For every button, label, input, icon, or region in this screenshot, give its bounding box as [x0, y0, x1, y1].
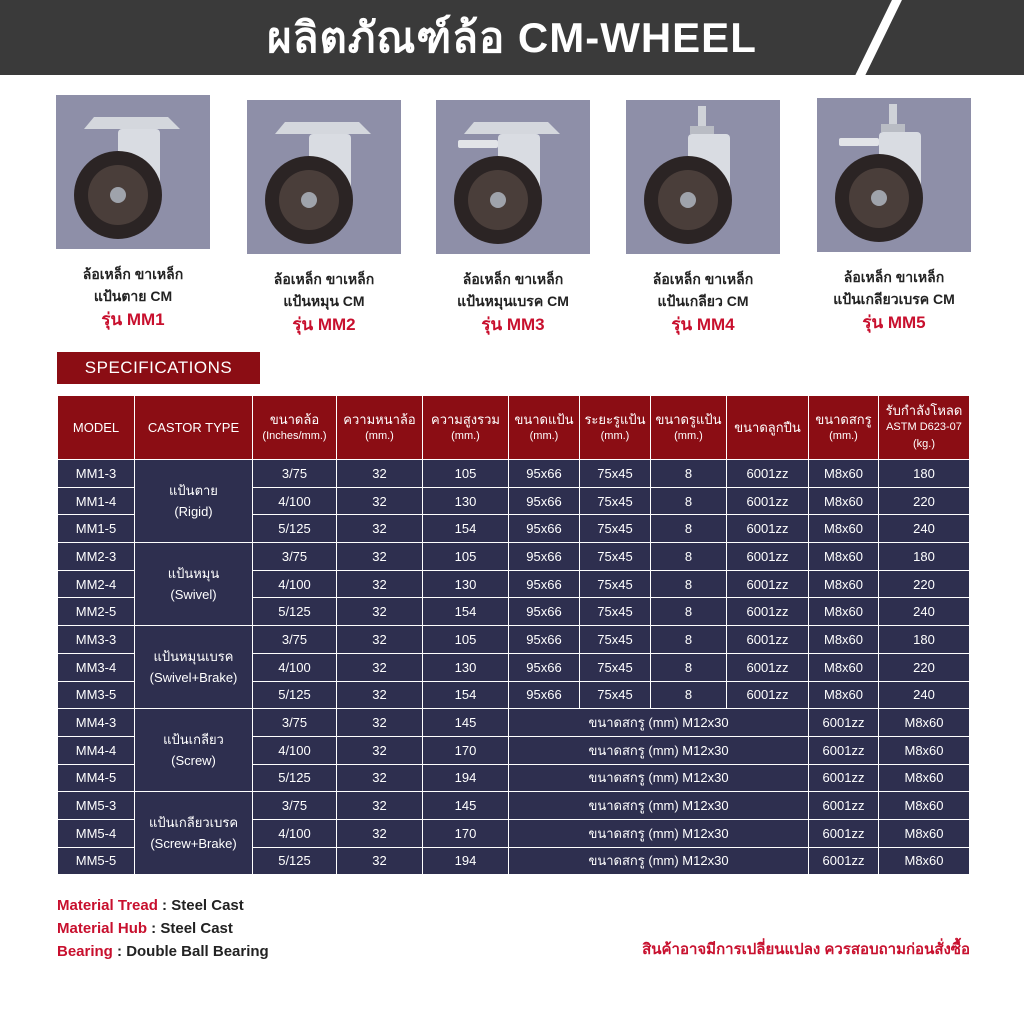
cell-model: MM5-4	[58, 819, 135, 847]
specifications-table	[57, 395, 992, 875]
cell-bolt: M8x60	[809, 515, 879, 543]
product-model: รุ่น MM4	[671, 315, 735, 334]
product-card-mm5	[799, 98, 989, 336]
cell-plate: 95x66	[509, 487, 580, 515]
cell-hole-size: 8	[651, 515, 727, 543]
cell-model: MM2-4	[58, 570, 135, 598]
cell-castor-type	[135, 543, 253, 626]
table-row	[58, 460, 970, 488]
cell-bolt: M8x60	[809, 460, 879, 488]
cell-height: 105	[423, 460, 509, 488]
cell-model: MM3-4	[58, 653, 135, 681]
cell-bearing: 6001zz	[727, 570, 809, 598]
product-line2: แป้นหมุนเบรค CM	[457, 293, 569, 309]
table-row: MM4-5 5/125 32 194 ขนาดสกรู (mm) M12x30 6001zz M8x60 240	[58, 764, 970, 792]
cell-bolt: M8x60	[809, 570, 879, 598]
cell-wheel-size: 4/100	[253, 736, 337, 764]
product-line1: ล้อเหล็ก ขาเหล็ก	[273, 271, 375, 287]
product-card-mm2	[229, 100, 419, 338]
cell-hole-size: 8	[651, 487, 727, 515]
bearing-note: Bearing : Double Ball Bearing	[57, 943, 269, 960]
product-card-mm4	[608, 100, 798, 338]
castor-wheel-icon	[436, 100, 590, 254]
cell-bearing: 6001zz	[727, 681, 809, 709]
cell-height: 130	[423, 487, 509, 515]
cell-bearing: 6001zz	[809, 764, 879, 792]
cell-thickness: 32	[337, 626, 423, 654]
col-header-bolt: ขนาดสกรู (mm.)	[809, 396, 879, 460]
cell-model: MM5-5	[58, 847, 135, 875]
cell-hole-size: 8	[651, 570, 727, 598]
product-gallery	[0, 95, 1024, 345]
cell-hole-spacing: 75x45	[580, 543, 651, 571]
cell-bearing: 6001zz	[727, 543, 809, 571]
table-row: MM4-3 แป้นเกลียว (Screw) 3/75 32 145 ขนาดสกรู (mm) M12x30 6001zz M8x60 180	[58, 709, 970, 737]
castor-type-th: แป้นเกลียวเบรค	[148, 815, 239, 831]
cell-load: 180	[879, 543, 970, 571]
cell-wheel-size: 5/125	[253, 515, 337, 543]
cell-wheel-size: 5/125	[253, 598, 337, 626]
material-notes	[57, 894, 269, 963]
cell-castor-type	[135, 709, 253, 792]
cell-plate: 95x66	[509, 653, 580, 681]
col-header-castor-type: CASTOR TYPE	[135, 396, 253, 460]
cell-load: 180	[879, 626, 970, 654]
cell-thickness: 32	[337, 847, 423, 875]
table-row: MM5-3 แป้นเกลียวเบรค (Screw+Brake) 3/75 32 145 ขนาดสกรู (mm) M12x30 6001zz M8x60 180	[58, 792, 970, 820]
product-line2: แป้นตาย CM	[93, 288, 173, 304]
product-line1: ล้อเหล็ก ขาเหล็ก	[82, 266, 184, 282]
cell-plate: 95x66	[509, 598, 580, 626]
cell-bolt: M8x60	[809, 626, 879, 654]
cell-hole-spacing: 75x45	[580, 570, 651, 598]
cell-model: MM4-5	[58, 764, 135, 792]
cell-wheel-size: 3/75	[253, 460, 337, 488]
cell-hole-spacing: 75x45	[580, 460, 651, 488]
cell-height: 130	[423, 570, 509, 598]
cell-wheel-size: 3/75	[253, 543, 337, 571]
cell-thickness: 32	[337, 792, 423, 820]
cell-height: 105	[423, 543, 509, 571]
cell-screw-size: ขนาดสกรู (mm) M12x30	[509, 847, 809, 875]
cell-thickness: 32	[337, 487, 423, 515]
castor-wheel-icon	[817, 98, 971, 252]
castor-type-en: (Screw+Brake)	[150, 836, 237, 852]
cell-bolt: M8x60	[809, 681, 879, 709]
cell-hole-size: 8	[651, 460, 727, 488]
cell-castor-type	[135, 792, 253, 875]
cell-castor-type	[135, 460, 253, 543]
cell-bearing: 6001zz	[809, 792, 879, 820]
col-header-bearing: ขนาดลูกปืน	[727, 396, 809, 460]
cell-height: 154	[423, 681, 509, 709]
product-line1: ล้อเหล็ก ขาเหล็ก	[462, 271, 564, 287]
page-title: ผลิตภัณฑ์ล้อ CM-WHEEL	[267, 14, 757, 61]
cell-wheel-size: 4/100	[253, 487, 337, 515]
table-row: MM4-4 4/100 32 170 ขนาดสกรู (mm) M12x30 6001zz M8x60 220	[58, 736, 970, 764]
cell-wheel-size: 4/100	[253, 653, 337, 681]
page-header	[0, 0, 1024, 75]
cell-wheel-size: 3/75	[253, 792, 337, 820]
cell-plate: 95x66	[509, 543, 580, 571]
change-notice: สินค้าอาจมีการเปลี่ยนแปลง ควรสอบถามก่อนสั่งซื้อ	[642, 941, 970, 958]
cell-height: 130	[423, 653, 509, 681]
cell-thickness: 32	[337, 736, 423, 764]
cell-thickness: 32	[337, 764, 423, 792]
cell-height: 170	[423, 736, 509, 764]
cell-bearing: 6001zz	[809, 709, 879, 737]
col-header-load: รับกำลังโหลด ASTM D623-07 (kg.)	[879, 396, 970, 460]
specifications-badge: SPECIFICATIONS	[57, 352, 260, 384]
cell-screw-size: ขนาดสกรู (mm) M12x30	[509, 764, 809, 792]
col-header-plate: ขนาดแป้น (mm.)	[509, 396, 580, 460]
cell-thickness: 32	[337, 460, 423, 488]
product-card-mm3	[418, 100, 608, 338]
cell-hole-spacing: 75x45	[580, 626, 651, 654]
cell-load: 240	[879, 598, 970, 626]
cell-plate: 95x66	[509, 681, 580, 709]
castor-type-en: (Rigid)	[174, 504, 213, 520]
cell-bearing: 6001zz	[727, 460, 809, 488]
cell-model: MM1-5	[58, 515, 135, 543]
castor-wheel-icon	[56, 95, 210, 249]
product-card-mm1	[38, 95, 228, 333]
table-row: MM5-4 4/100 32 170 ขนาดสกรู (mm) M12x30 6001zz M8x60 220	[58, 819, 970, 847]
cell-screw-size: ขนาดสกรู (mm) M12x30	[509, 709, 809, 737]
cell-hole-size: 8	[651, 653, 727, 681]
col-header-hole-spacing: ระยะรูแป้น (mm.)	[580, 396, 651, 460]
cell-screw-size: ขนาดสกรู (mm) M12x30	[509, 736, 809, 764]
product-line2: แป้นเกลียว CM	[657, 293, 749, 309]
cell-load: 180	[879, 460, 970, 488]
cell-bolt: M8x60	[809, 543, 879, 571]
cell-hole-size: 8	[651, 681, 727, 709]
cell-bolt: M8x60	[879, 792, 970, 820]
cell-height: 105	[423, 626, 509, 654]
cell-bolt: M8x60	[809, 598, 879, 626]
cell-plate: 95x66	[509, 626, 580, 654]
castor-wheel-icon	[626, 100, 780, 254]
cell-bolt: M8x60	[809, 487, 879, 515]
col-header-height: ความสูงรวม (mm.)	[423, 396, 509, 460]
cell-wheel-size: 3/75	[253, 626, 337, 654]
material-tread-note: Material Tread : Steel Cast	[57, 897, 244, 914]
product-line2: แป้นเกลียวเบรค CM	[833, 291, 955, 307]
cell-height: 154	[423, 515, 509, 543]
product-model: รุ่น MM2	[292, 315, 356, 334]
cell-screw-size: ขนาดสกรู (mm) M12x30	[509, 792, 809, 820]
cell-hole-spacing: 75x45	[580, 487, 651, 515]
cell-height: 170	[423, 819, 509, 847]
castor-type-th: แป้นหมุน	[167, 566, 220, 582]
cell-thickness: 32	[337, 515, 423, 543]
cell-hole-spacing: 75x45	[580, 598, 651, 626]
cell-height: 154	[423, 598, 509, 626]
cell-thickness: 32	[337, 819, 423, 847]
product-line2: แป้นหมุน CM	[283, 293, 365, 309]
cell-model: MM1-4	[58, 487, 135, 515]
cell-hole-spacing: 75x45	[580, 515, 651, 543]
col-header-thickness: ความหนาล้อ (mm.)	[337, 396, 423, 460]
table-row	[58, 543, 970, 571]
product-line1: ล้อเหล็ก ขาเหล็ก	[652, 271, 754, 287]
col-header-wheel-size: ขนาดล้อ (Inches/mm.)	[253, 396, 337, 460]
cell-model: MM1-3	[58, 460, 135, 488]
cell-wheel-size: 4/100	[253, 819, 337, 847]
cell-bolt: M8x60	[809, 653, 879, 681]
cell-bearing: 6001zz	[727, 598, 809, 626]
cell-load: 220	[879, 653, 970, 681]
cell-wheel-size: 5/125	[253, 847, 337, 875]
cell-hole-size: 8	[651, 543, 727, 571]
product-model: รุ่น MM1	[101, 310, 165, 329]
col-header-model: MODEL	[58, 396, 135, 460]
cell-bearing: 6001zz	[727, 653, 809, 681]
cell-plate: 95x66	[509, 515, 580, 543]
cell-model: MM2-5	[58, 598, 135, 626]
cell-bolt: M8x60	[879, 764, 970, 792]
cell-bearing: 6001zz	[727, 626, 809, 654]
castor-wheel-photo-screw-brake	[817, 98, 971, 252]
cell-hole-spacing: 75x45	[580, 653, 651, 681]
cell-plate: 95x66	[509, 460, 580, 488]
castor-wheel-photo-screw	[626, 100, 780, 254]
cell-load: 240	[879, 515, 970, 543]
cell-bolt: M8x60	[879, 709, 970, 737]
cell-model: MM2-3	[58, 543, 135, 571]
product-model: รุ่น MM3	[481, 315, 545, 334]
cell-castor-type	[135, 626, 253, 709]
cell-thickness: 32	[337, 709, 423, 737]
cell-bearing: 6001zz	[809, 819, 879, 847]
cell-bearing: 6001zz	[727, 487, 809, 515]
cell-bolt: M8x60	[879, 847, 970, 875]
table-row	[58, 626, 970, 654]
castor-wheel-photo-swivel	[247, 100, 401, 254]
cell-height: 194	[423, 847, 509, 875]
cell-model: MM3-5	[58, 681, 135, 709]
cell-hole-size: 8	[651, 598, 727, 626]
cell-bearing: 6001zz	[809, 736, 879, 764]
castor-type-en: (Swivel)	[170, 587, 217, 603]
castor-type-en: (Screw)	[171, 753, 216, 769]
cell-thickness: 32	[337, 543, 423, 571]
cell-bearing: 6001zz	[727, 515, 809, 543]
castor-type-th: แป้นตาย	[169, 483, 218, 499]
material-hub-note: Material Hub : Steel Cast	[57, 920, 233, 937]
castor-wheel-photo-rigid	[56, 95, 210, 249]
cell-wheel-size: 3/75	[253, 709, 337, 737]
cell-bolt: M8x60	[879, 819, 970, 847]
castor-type-th: แป้นเกลียว	[163, 732, 224, 748]
cell-thickness: 32	[337, 598, 423, 626]
product-line1: ล้อเหล็ก ขาเหล็ก	[843, 269, 945, 285]
cell-bearing: 6001zz	[809, 847, 879, 875]
cell-height: 145	[423, 792, 509, 820]
col-header-hole-size: ขนาดรูแป้น (mm.)	[651, 396, 727, 460]
cell-hole-spacing: 75x45	[580, 681, 651, 709]
cell-load: 240	[879, 681, 970, 709]
cell-wheel-size: 5/125	[253, 764, 337, 792]
table-row: MM5-5 5/125 32 194 ขนาดสกรู (mm) M12x30 6001zz M8x60 240	[58, 847, 970, 875]
cell-wheel-size: 5/125	[253, 681, 337, 709]
cell-load: 220	[879, 570, 970, 598]
product-model: รุ่น MM5	[862, 313, 926, 332]
cell-hole-size: 8	[651, 626, 727, 654]
cell-model: MM4-4	[58, 736, 135, 764]
castor-type-th: แป้นหมุนเบรค	[153, 649, 234, 665]
cell-screw-size: ขนาดสกรู (mm) M12x30	[509, 819, 809, 847]
cell-thickness: 32	[337, 570, 423, 598]
cell-wheel-size: 4/100	[253, 570, 337, 598]
cell-height: 145	[423, 709, 509, 737]
cell-bolt: M8x60	[879, 736, 970, 764]
cell-thickness: 32	[337, 653, 423, 681]
cell-height: 194	[423, 764, 509, 792]
cell-model: MM5-3	[58, 792, 135, 820]
castor-wheel-icon	[247, 100, 401, 254]
cell-plate: 95x66	[509, 570, 580, 598]
castor-type-en: (Swivel+Brake)	[149, 670, 238, 686]
cell-model: MM3-3	[58, 626, 135, 654]
castor-wheel-photo-swivel-brake	[436, 100, 590, 254]
cell-load: 220	[879, 487, 970, 515]
table-header-row	[58, 396, 970, 460]
cell-model: MM4-3	[58, 709, 135, 737]
cell-thickness: 32	[337, 681, 423, 709]
